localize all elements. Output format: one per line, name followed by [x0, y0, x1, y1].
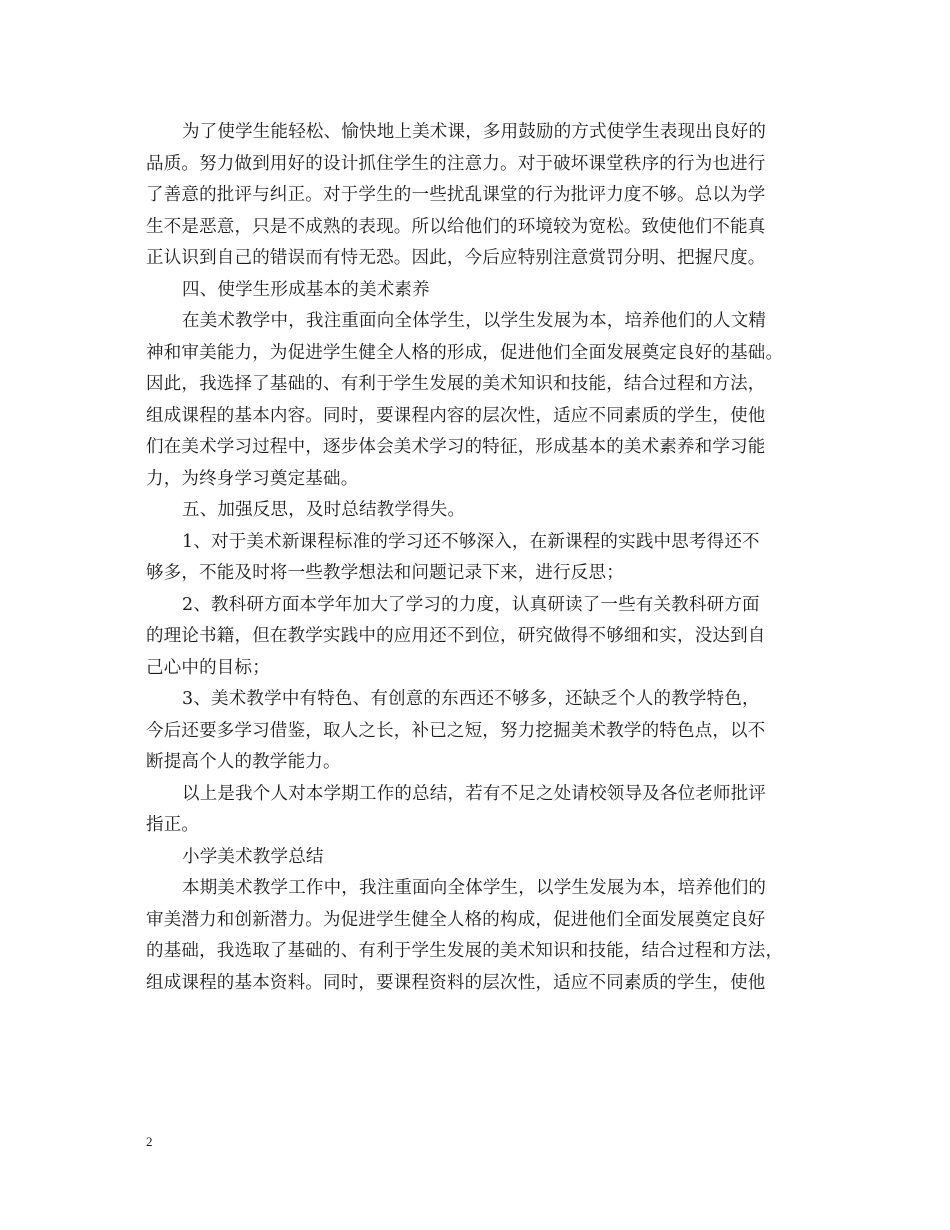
list-item-line: 2、教科研方面本学年加大了学习的力度，认真研读了一些有关教科研方面	[182, 594, 760, 615]
paragraph-line: 本期美术教学工作中，我注重面向全体学生，以学生发展为本，培养他们的	[182, 878, 767, 898]
paragraph-line: 在美术教学中，我注重面向全体学生，以学生发展为本，培养他们的人文精	[182, 311, 767, 331]
section-title: 小学美术教学总结	[182, 846, 324, 867]
paragraph-line: 为了使学生能轻松、愉快地上美术课，多用鼓励的方式使学生表现出良好的	[182, 122, 767, 142]
document-body	[146, 117, 806, 999]
paragraph-line: 正认识到自己的错误而有恃无恐。因此，今后应特别注意赏罚分明、把握尺度。	[146, 248, 766, 268]
paragraph-line: 品质。努力做到用好的设计抓住学生的注意力。对于破坏课堂秩序的行为也进行	[146, 153, 766, 174]
paragraph-line: 组成课程的基本内容。同时，要课程内容的层次性，适应不同素质的学生，使他	[146, 405, 766, 426]
paragraph-line: 生不是恶意，只是不成熟的表现。所以给他们的环境较为宽松。致使他们不能真	[146, 216, 766, 237]
list-item-line: 己心中的目标；	[146, 657, 270, 678]
paragraph-line: 了善意的批评与纠正。对于学生的一些扰乱课堂的行为批评力度不够。总以为学	[146, 185, 766, 205]
paragraph-line: 的基础，我选取了基础的、有利于学生发展的美术知识和技能，结合过程和方法，	[146, 941, 784, 961]
page-number: 2	[146, 1134, 153, 1149]
list-item-line: 够多，不能及时将一些教学想法和问题记录下来，进行反思；	[146, 563, 624, 583]
paragraph-line: 力，为终身学习奠定基础。	[146, 468, 359, 489]
list-item-line: 今后还要多学习借鉴，取人之长，补已之短，努力挖掘美术教学的特色点，以不	[146, 720, 766, 741]
paragraph-line: 们在美术学习过程中，逐步体会美术学习的特征，形成基本的美术素养和学习能	[146, 437, 766, 457]
paragraph-line: 神和审美能力，为促进学生健全人格的形成，促进他们全面发展奠定良好的基础。	[146, 342, 784, 363]
paragraph-line: 审美潜力和创新潜力。为促进学生健全人格的构成，促进他们全面发展奠定良好	[146, 909, 766, 930]
list-item-line: 的理论书籍，但在教学实践中的应用还不到位，研究做得不够细和实，没达到自	[146, 626, 766, 646]
paragraph-line: 以上是我个人对本学期工作的总结，若有不足之处请校领导及各位老师批评	[182, 783, 767, 804]
list-item-line: 1、对于美术新课程标准的学习还不够深入，在新课程的实践中思考得还不	[182, 531, 760, 552]
list-item-line: 3、美术教学中有特色、有创意的东西还不够多，还缺乏个人的教学特色，	[182, 689, 760, 709]
list-item-line: 断提高个人的教学能力。	[146, 752, 341, 772]
section-heading: 五、加强反思，及时总结教学得失。	[182, 500, 466, 520]
paragraph-line: 指正。	[146, 815, 200, 835]
paragraph-line: 组成课程的基本资料。同时，要课程资料的层次性，适应不同素质的学生，使他	[146, 972, 766, 993]
section-heading: 四、使学生形成基本的美术素养	[182, 279, 430, 300]
paragraph-line: 因此，我选择了基础的、有利于学生发展的美术知识和技能，结合过程和方法，	[146, 374, 766, 394]
